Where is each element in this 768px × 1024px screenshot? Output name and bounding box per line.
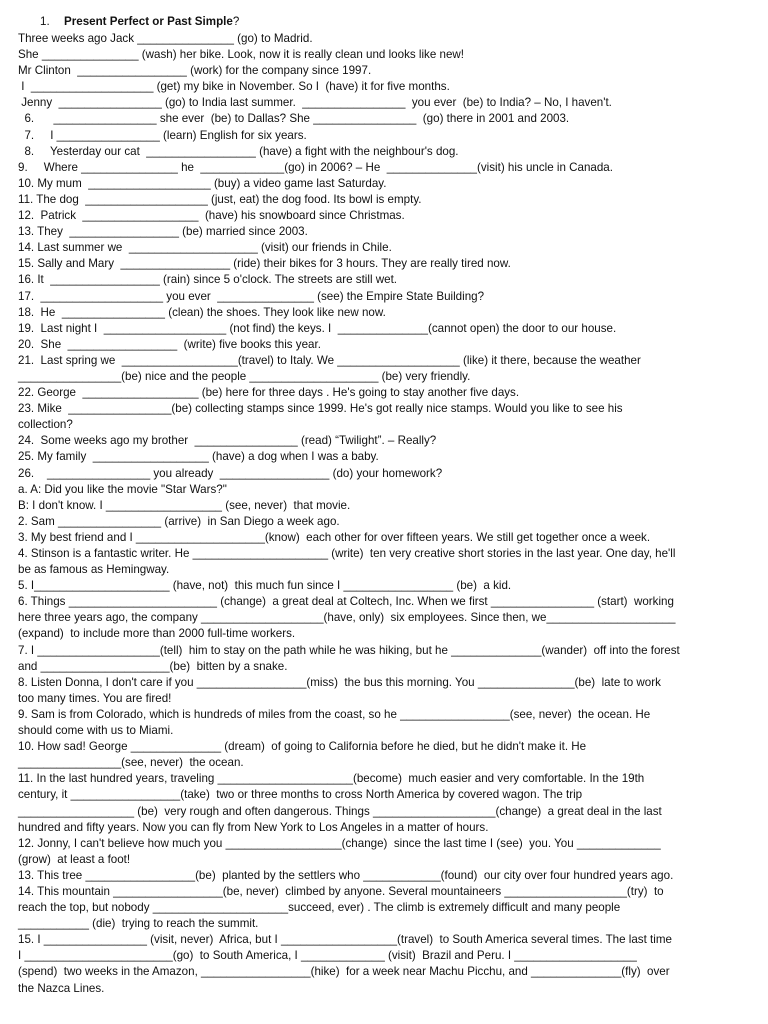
exercise-line: __________________ (be) very rough and often dangerous. Things ___________________(change) a great deal in the last: [18, 804, 662, 818]
exercise-line: Mr Clinton _________________ (work) for the company since 1997.: [18, 64, 372, 78]
exercise-line: 14. Last summer we ____________________ (visit) our friends in Chile.: [18, 241, 392, 255]
exercise-line: 15. I ________________ (visit, never) Africa, but I __________________(travel) to South America several times. The last time: [18, 933, 672, 947]
exercise-line: ________________(be) nice and the people ____________________ (be) very friendly.: [18, 369, 471, 383]
exercise-line: reach the top, but nobody _____________________succeed, ever) . The climb is extremely difficult and many people: [18, 901, 621, 915]
exercise-line: 6. Things _______________________ (change) a great deal at Coltech, Inc. When we first ________________ (start) working: [18, 595, 674, 609]
title-bold-text: Present Perfect or Past Simple: [64, 15, 233, 28]
exercise-line: 8. Yesterday our cat _________________ (have) a fight with the neighbour's dog.: [18, 144, 459, 158]
exercise-line: 7. I ________________ (learn) English for six years.: [18, 128, 307, 142]
exercise-line: should come with us to Miami.: [18, 724, 174, 738]
exercise-line: a. A: Did you like the movie "Star Wars?": [18, 482, 227, 496]
exercise-line: B: I don't know. I __________________ (see, never) that movie.: [18, 498, 351, 512]
exercise-line: here three years ago, the company ___________________(have, only) six employees. Since then, we____________________: [18, 611, 676, 625]
exercise-line: (expand) to include more than 2000 full-time workers.: [18, 627, 296, 641]
exercise-line: 20. She _________________ (write) five books this year.: [18, 337, 321, 351]
exercise-line: collection?: [18, 418, 73, 432]
title-question-mark: ?: [232, 15, 240, 28]
exercise-line: 14. This mountain _________________(be, never) climbed by anyone. Several mountaineers ___________________(try) to: [18, 884, 664, 898]
exercise-line: 21. Last spring we __________________(travel) to Italy. We ___________________ (like) it there, because the weather: [18, 353, 641, 367]
exercise-line: I ___________________ (get) my bike in November. So I (have) it for five months.: [18, 80, 450, 94]
exercise-line: 17. ___________________ you ever _______________ (see) the Empire State Building?: [18, 289, 485, 303]
exercise-line: 15. Sally and Mary _________________ (ride) their bikes for 3 hours. They are really tired now.: [18, 257, 511, 271]
exercise-line: (spend) two weeks in the Amazon, _________________(hike) for a week near Machu Picchu, and ______________(fly) over: [18, 965, 670, 979]
exercise-line: too many times. You are fired!: [18, 691, 172, 705]
exercise-line: 12. Patrick __________________ (have) his snowboard since Christmas.: [18, 209, 405, 223]
exercise-line: 9. Sam is from Colorado, which is hundreds of miles from the coast, so he _________________(see, never) the ocean. He: [18, 707, 651, 721]
exercise-line: 7. I ___________________(tell) him to stay on the path while he was hiking, but he ______________(wander) off into the forest: [18, 643, 680, 657]
exercise-line: 11. The dog ___________________ (just, eat) the dog food. Its bowl is empty.: [18, 192, 422, 206]
exercise-section-a: [18, 31, 746, 482]
exercise-line: 9. Where _______________ he _____________(go) in 2006? – He ______________(visit) his uncle in Canada.: [18, 160, 613, 174]
exercise-line: 8. Listen Donna, I don't care if you _________________(miss) the bus this morning. You _______________(be) late to work: [18, 675, 661, 689]
exercise-line: ___________ (die) trying to reach the summit.: [18, 917, 259, 931]
exercise-line: 11. In the last hundred years, traveling _____________________(become) much easier and very comfortable. In the 19th: [18, 772, 645, 786]
exercise-line: 13. This tree _________________(be) planted by the settlers who ____________(found) our city over four hundred years ago.: [18, 868, 674, 882]
exercise-line: 5. I_____________________ (have, not) this much fun since I _________________ (be) a kid.: [18, 579, 512, 593]
exercise-line: ________________(see, never) the ocean.: [18, 756, 244, 770]
exercise-line: 10. How sad! George ______________ (dream) of going to California before he died, but he didn't make it. He: [18, 740, 587, 754]
exercise-line: I _______________________(go) to South America, I _____________ (visit) Brazil and Peru. I ___________________: [18, 949, 637, 963]
title-number: 1.: [40, 15, 50, 28]
exercise-line: 23. Mike ________________(be) collecting stamps since 1999. He's got really nice stamps. Would you like to see his: [18, 402, 623, 416]
exercise-line: 2. Sam ________________ (arrive) in San Diego a week ago.: [18, 514, 340, 528]
exercise-line: 16. It _________________ (rain) since 5 o'clock. The streets are still wet.: [18, 273, 398, 287]
exercise-line: 10. My mum ___________________ (buy) a video game last Saturday.: [18, 176, 387, 190]
exercise-line: the Nazca Lines.: [18, 981, 105, 995]
exercise-line: hundred and fifty years. Now you can fly from New York to Los Angeles in a matter of hours.: [18, 820, 489, 834]
exercise-line: 13. They _________________ (be) married since 2003.: [18, 225, 308, 239]
exercise-line: (grow) at least a foot!: [18, 852, 131, 866]
exercise-line: 18. He ________________ (clean) the shoes. They look like new now.: [18, 305, 386, 319]
exercise-line: 22. George __________________ (be) here for three days . He's going to stay another five days.: [18, 386, 520, 400]
worksheet-title: [40, 14, 746, 30]
exercise-line: century, it _________________(take) two or three months to cross North America by covered wagon. The trip: [18, 788, 583, 802]
exercise-line: She _______________ (wash) her bike. Look, now it is really clean und looks like new!: [18, 48, 464, 62]
exercise-line: Three weeks ago Jack _______________ (go) to Madrid.: [18, 32, 313, 45]
exercise-line: 26. ________________ you already _________________ (do) your homework?: [18, 466, 443, 480]
exercise-line: 25. My family __________________ (have) a dog when I was a baby.: [18, 450, 379, 464]
exercise-line: 12. Jonny, I can't believe how much you __________________(change) since the last time I (see) you. You _____________: [18, 836, 661, 850]
exercise-line: 3. My best friend and I ____________________(know) each other for over fifteen years. We still get together once a week.: [18, 530, 651, 544]
exercise-line: be as famous as Hemingway.: [18, 563, 170, 577]
exercise-line: 6. ________________ she ever (be) to Dallas? She ________________ (go) there in 2001 and 2003.: [18, 112, 570, 126]
exercise-line: 4. Stinson is a fantastic writer. He _____________________ (write) ten very creative short stories in the last year. One day, he'll: [18, 547, 676, 560]
exercise-section-b: [18, 482, 746, 997]
exercise-line: and ____________________(be) bitten by a snake.: [18, 659, 288, 673]
exercise-line: 24. Some weeks ago my brother ________________ (read) “Twilight”. – Really?: [18, 434, 437, 448]
exercise-line: Jenny ________________ (go) to India last summer. ________________ you ever (be) to India? – No, I haven't.: [18, 96, 612, 110]
exercise-line: 19. Last night I ___________________ (not find) the keys. I ______________(cannot open) the door to our house.: [18, 321, 617, 335]
